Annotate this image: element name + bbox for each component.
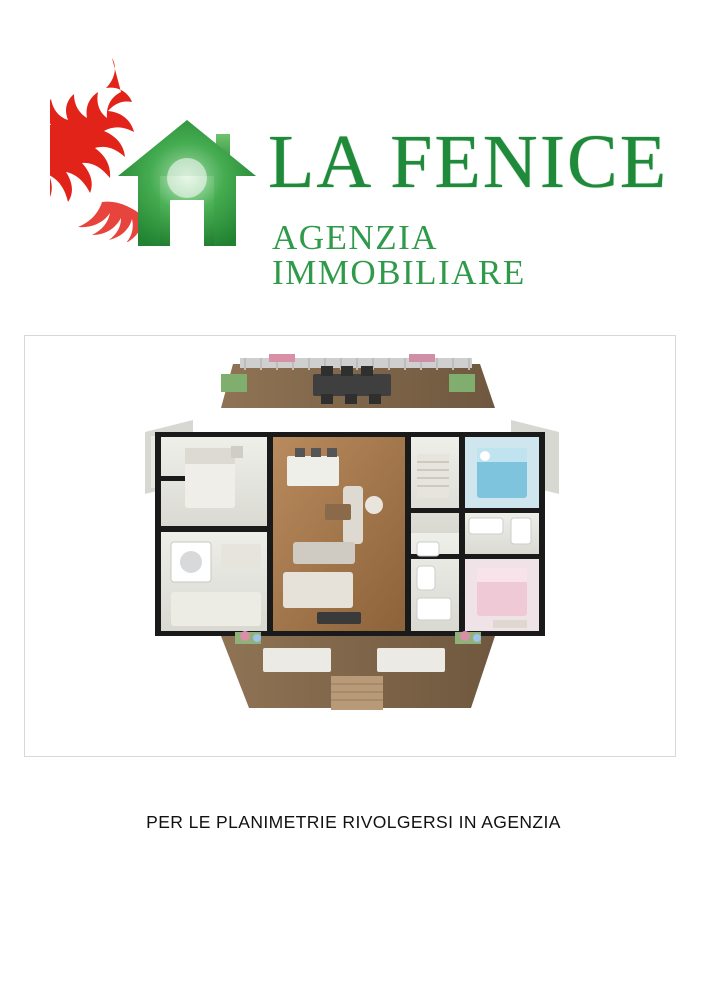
- green-house-icon: [112, 116, 262, 251]
- terrace-bottom: [221, 631, 495, 710]
- bedroom-right-furniture: [477, 448, 527, 498]
- brand-name: LA FENICE: [268, 120, 669, 204]
- hallway-detail: [417, 454, 449, 498]
- bedroom-left-furniture: [185, 446, 243, 508]
- figure-caption: PER LE PLANIMETRIE RIVOLGERSI IN AGENZIA: [146, 812, 561, 832]
- floorplan-render: [25, 336, 675, 756]
- agency-logo: [40, 48, 670, 292]
- terrace-top: [221, 354, 495, 408]
- floorplan-figure: [24, 335, 676, 757]
- brand-subtitle: AGENZIA IMMOBILIARE: [272, 218, 526, 292]
